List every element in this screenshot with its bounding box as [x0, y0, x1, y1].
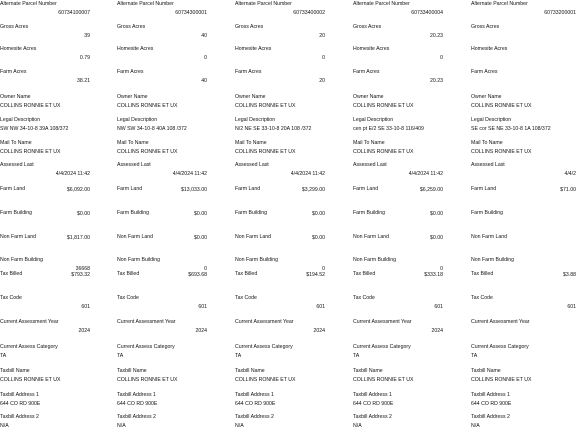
- field-value: SW NW 34-10-8 39A 108/372: [0, 126, 69, 132]
- field-value: cen pt E/2 SE 33-10-8 116/409: [353, 126, 424, 132]
- field-assess-year: [117, 320, 207, 336]
- field-label: Non Farm Building: [353, 257, 396, 263]
- field-label: Taxbill Address 2: [235, 414, 274, 420]
- field-taxbill-addr2: [353, 415, 443, 431]
- field-value: 2024: [431, 328, 443, 334]
- field-label: Farm Building: [353, 210, 386, 216]
- field-assess-year: [353, 320, 443, 336]
- field-assessed-last: [117, 163, 207, 179]
- field-taxbill-addr2: [0, 415, 90, 431]
- field-label: Owner Name: [353, 94, 384, 100]
- field-value: 0: [440, 266, 443, 272]
- field-farm-building: [117, 211, 207, 227]
- field-label: Farm Land: [471, 186, 497, 192]
- field-value: 60734100007: [58, 10, 90, 16]
- field-taxbill-addr2: [471, 415, 576, 431]
- field-value: 20: [319, 78, 325, 84]
- field-value: $194.52: [306, 272, 325, 278]
- field-value: 4/4/2: [564, 171, 576, 177]
- field-owner-name: [235, 95, 325, 111]
- field-value: TA: [0, 353, 7, 359]
- field-label: Tax Code: [471, 295, 493, 301]
- field-label: Farm Acres: [353, 69, 380, 75]
- field-farm-land: [0, 187, 90, 203]
- field-value: $6,259.00: [419, 187, 443, 193]
- field-value: COLLINS RONNIE ET UX: [117, 149, 178, 155]
- field-label: Taxbill Address 2: [353, 414, 392, 420]
- field-value: 4/4/2024 11:42: [290, 171, 325, 177]
- field-label: Taxbill Name: [471, 368, 501, 374]
- field-value: $71.00: [560, 187, 576, 193]
- field-assess-category: [0, 345, 90, 361]
- field-label: Farm Land: [235, 186, 261, 192]
- field-value: COLLINS RONNIE ET UX: [471, 377, 532, 383]
- field-label: Non Farm Land: [235, 234, 272, 240]
- field-alt-parcel: [235, 2, 325, 18]
- field-value: COLLINS RONNIE ET UX: [0, 103, 61, 109]
- field-value: 36668: [75, 266, 90, 272]
- field-label: Mail To Name: [235, 140, 267, 146]
- field-value: 0: [204, 266, 207, 272]
- field-assessed-last: [0, 163, 90, 179]
- field-value: COLLINS RONNIE ET UX: [117, 103, 178, 109]
- field-value: 38.21: [77, 78, 90, 84]
- field-value: SE cor SE NE 33-10-8 1A 108/372: [471, 126, 551, 132]
- field-label: Assessed Last: [353, 162, 387, 168]
- field-label: Taxbill Address 1: [353, 392, 392, 398]
- field-taxbill-addr2: [117, 415, 207, 431]
- field-label: Farm Building: [471, 210, 504, 216]
- field-taxbill-name: [353, 369, 443, 385]
- field-value: 601: [434, 304, 443, 310]
- field-legal-desc: [235, 118, 325, 134]
- field-label: Farm Land: [0, 186, 26, 192]
- field-non-farm-land: [353, 235, 443, 251]
- field-label: Farm Building: [117, 210, 150, 216]
- field-value: $0.00: [194, 211, 207, 217]
- field-tax-billed: [353, 272, 443, 288]
- field-alt-parcel: [0, 2, 90, 18]
- field-taxbill-addr1: [0, 393, 90, 409]
- field-label: Legal Description: [235, 117, 276, 123]
- field-owner-name: [117, 95, 207, 111]
- field-label: Legal Description: [117, 117, 158, 123]
- field-value: 20: [319, 33, 325, 39]
- field-value: $0.00: [312, 211, 325, 217]
- field-value: TA: [117, 353, 124, 359]
- field-label: Current Assess Category: [353, 344, 411, 350]
- field-farm-building: [0, 211, 90, 227]
- field-value: 60733400002: [293, 10, 325, 16]
- field-value: N/A: [0, 423, 9, 429]
- field-mail-to: [0, 141, 90, 157]
- field-label: Non Farm Building: [235, 257, 278, 263]
- field-assess-category: [471, 345, 576, 361]
- field-label: Non Farm Building: [471, 257, 514, 263]
- field-taxbill-name: [471, 369, 576, 385]
- field-value: 644 CO RD 900E: [471, 401, 512, 407]
- field-tax-code: [353, 296, 443, 312]
- field-mail-to: [117, 141, 207, 157]
- field-value: $0.00: [430, 235, 443, 241]
- field-value: TA: [471, 353, 478, 359]
- field-gross-acres: [353, 25, 443, 41]
- field-value: COLLINS RONNIE ET UX: [353, 149, 414, 155]
- field-label: Taxbill Address 2: [117, 414, 156, 420]
- field-label: Current Assessment Year: [471, 319, 530, 325]
- field-value: $1,817.00: [66, 235, 90, 241]
- field-value: 2024: [195, 328, 207, 334]
- field-label: Current Assess Category: [235, 344, 293, 350]
- parcel-record-column: [235, 0, 325, 432]
- field-value: 644 CO RD 900E: [117, 401, 158, 407]
- field-label: Gross Acres: [353, 24, 382, 30]
- field-taxbill-addr1: [353, 393, 443, 409]
- field-value: N/A: [235, 423, 244, 429]
- field-label: Legal Description: [471, 117, 512, 123]
- field-tax-code: [117, 296, 207, 312]
- field-alt-parcel: [117, 2, 207, 18]
- field-homesite-acres: [117, 47, 207, 63]
- field-value: COLLINS RONNIE ET UX: [117, 377, 178, 383]
- field-value: 60733200001: [544, 10, 576, 16]
- field-label: Farm Acres: [117, 69, 144, 75]
- field-value: COLLINS RONNIE ET UX: [0, 377, 61, 383]
- field-farm-acres: [0, 70, 90, 86]
- field-label: Current Assessment Year: [0, 319, 59, 325]
- field-value: N/2 NE SE 33-10-8 20A 108 /372: [235, 126, 312, 132]
- field-tax-code: [471, 296, 576, 312]
- field-non-farm-land: [117, 235, 207, 251]
- field-label: Farm Acres: [235, 69, 262, 75]
- field-label: Mail To Name: [353, 140, 385, 146]
- parcel-record-column: [117, 0, 207, 432]
- field-tax-code: [235, 296, 325, 312]
- field-label: Non Farm Building: [117, 257, 160, 263]
- field-label: Gross Acres: [471, 24, 500, 30]
- field-label: Farm Land: [117, 186, 143, 192]
- field-farm-land: [471, 187, 576, 203]
- field-non-farm-land: [0, 235, 90, 251]
- field-legal-desc: [353, 118, 443, 134]
- field-label: Homesite Acres: [471, 46, 508, 52]
- field-tax-billed: [235, 272, 325, 288]
- field-value: COLLINS RONNIE ET UX: [471, 149, 532, 155]
- field-label: Current Assessment Year: [117, 319, 176, 325]
- field-value: 0: [322, 55, 325, 61]
- field-value: 0: [204, 55, 207, 61]
- field-value: 0: [322, 266, 325, 272]
- field-value: N/A: [353, 423, 362, 429]
- field-taxbill-addr1: [471, 393, 576, 409]
- field-label: Legal Description: [353, 117, 394, 123]
- field-value: 601: [567, 304, 576, 310]
- field-gross-acres: [117, 25, 207, 41]
- field-label: Homesite Acres: [117, 46, 154, 52]
- field-owner-name: [0, 95, 90, 111]
- field-label: Owner Name: [235, 94, 266, 100]
- field-farm-land: [117, 187, 207, 203]
- field-value: 2024: [78, 328, 90, 334]
- field-label: Tax Code: [235, 295, 257, 301]
- field-taxbill-addr1: [235, 393, 325, 409]
- field-label: Taxbill Address 1: [0, 392, 39, 398]
- field-assess-category: [117, 345, 207, 361]
- field-gross-acres: [0, 25, 90, 41]
- field-label: Taxbill Name: [117, 368, 147, 374]
- field-farm-land: [353, 187, 443, 203]
- field-value: 40: [201, 78, 207, 84]
- field-owner-name: [353, 95, 443, 111]
- field-label: Current Assessment Year: [235, 319, 294, 325]
- field-value: 4/4/2024 11:42: [172, 171, 207, 177]
- field-tax-billed: [117, 272, 207, 288]
- field-label: Assessed Last: [0, 162, 34, 168]
- field-value: COLLINS RONNIE ET UX: [353, 377, 414, 383]
- field-assess-year: [235, 320, 325, 336]
- field-value: 644 CO RD 900E: [235, 401, 276, 407]
- field-value: $0.00: [77, 211, 90, 217]
- field-label: Alternate Parcel Number: [353, 1, 410, 7]
- field-label: Current Assess Category: [0, 344, 58, 350]
- field-taxbill-name: [0, 369, 90, 385]
- field-label: Taxbill Address 2: [471, 414, 510, 420]
- field-value: 20.23: [430, 33, 443, 39]
- field-label: Taxbill Name: [353, 368, 383, 374]
- field-value: 2024: [313, 328, 325, 334]
- field-taxbill-name: [117, 369, 207, 385]
- field-label: Assessed Last: [117, 162, 151, 168]
- field-label: Taxbill Address 1: [235, 392, 274, 398]
- field-label: Owner Name: [0, 94, 31, 100]
- field-label: Non Farm Land: [117, 234, 154, 240]
- field-label: Farm Acres: [471, 69, 498, 75]
- field-label: Tax Code: [353, 295, 375, 301]
- field-value: N/A: [471, 423, 480, 429]
- field-label: Farm Building: [235, 210, 268, 216]
- field-label: Farm Land: [353, 186, 379, 192]
- field-value: 39: [84, 33, 90, 39]
- field-taxbill-name: [235, 369, 325, 385]
- field-homesite-acres: [353, 47, 443, 63]
- field-value: 601: [316, 304, 325, 310]
- field-farm-building: [235, 211, 325, 227]
- field-label: Farm Acres: [0, 69, 27, 75]
- field-value: $693.68: [188, 272, 207, 278]
- field-label: Tax Billed: [117, 271, 140, 277]
- field-label: Mail To Name: [117, 140, 149, 146]
- field-label: Assessed Last: [235, 162, 269, 168]
- field-value: $0.00: [312, 235, 325, 241]
- field-legal-desc: [0, 118, 90, 134]
- field-label: Gross Acres: [235, 24, 264, 30]
- field-value: TA: [353, 353, 360, 359]
- field-value: $3.88: [563, 272, 576, 278]
- field-label: Taxbill Address 1: [117, 392, 156, 398]
- field-label: Alternate Parcel Number: [117, 1, 174, 7]
- field-label: Owner Name: [471, 94, 502, 100]
- field-tax-billed: [0, 272, 90, 288]
- parcel-record-column: [353, 0, 443, 432]
- field-mail-to: [235, 141, 325, 157]
- field-taxbill-addr2: [235, 415, 325, 431]
- field-label: Tax Billed: [471, 271, 494, 277]
- field-homesite-acres: [235, 47, 325, 63]
- field-tax-billed: [471, 272, 576, 288]
- field-value: 40: [201, 33, 207, 39]
- field-value: $0.00: [194, 235, 207, 241]
- field-label: Taxbill Address 2: [0, 414, 39, 420]
- field-value: 644 CO RD 900E: [0, 401, 41, 407]
- field-value: 4/4/2024 11:42: [408, 171, 443, 177]
- field-label: Alternate Parcel Number: [471, 1, 528, 7]
- parcel-record-column: [0, 0, 90, 432]
- field-legal-desc: [471, 118, 576, 134]
- field-label: Gross Acres: [0, 24, 29, 30]
- field-value: $793.32: [71, 272, 90, 278]
- field-non-farm-land: [471, 235, 576, 251]
- field-value: N/A: [117, 423, 126, 429]
- field-label: Taxbill Address 1: [471, 392, 510, 398]
- field-value: $333.18: [424, 272, 443, 278]
- field-taxbill-addr1: [117, 393, 207, 409]
- parcel-record-column: [471, 0, 576, 432]
- field-farm-acres: [471, 70, 576, 86]
- field-label: Tax Code: [0, 295, 22, 301]
- field-value: 601: [81, 304, 90, 310]
- field-owner-name: [471, 95, 576, 111]
- field-legal-desc: [117, 118, 207, 134]
- field-label: Owner Name: [117, 94, 148, 100]
- field-mail-to: [353, 141, 443, 157]
- field-gross-acres: [471, 25, 576, 41]
- field-label: Taxbill Name: [235, 368, 265, 374]
- field-value: COLLINS RONNIE ET UX: [235, 103, 296, 109]
- field-farm-acres: [353, 70, 443, 86]
- field-alt-parcel: [353, 2, 443, 18]
- field-assessed-last: [353, 163, 443, 179]
- field-farm-land: [235, 187, 325, 203]
- field-farm-building: [471, 211, 576, 227]
- field-value: $6,092.00: [66, 187, 90, 193]
- field-label: Homesite Acres: [353, 46, 390, 52]
- field-value: 601: [198, 304, 207, 310]
- field-tax-code: [0, 296, 90, 312]
- field-value: $0.00: [430, 211, 443, 217]
- field-label: Tax Billed: [353, 271, 376, 277]
- field-label: Assessed Last: [471, 162, 505, 168]
- field-label: Alternate Parcel Number: [235, 1, 292, 7]
- field-label: Mail To Name: [471, 140, 503, 146]
- field-value: NW SW 34-10-8 40A 108 /372: [117, 126, 187, 132]
- field-value: COLLINS RONNIE ET UX: [471, 103, 532, 109]
- field-value: 0.79: [79, 55, 90, 61]
- field-label: Non Farm Land: [0, 234, 37, 240]
- field-value: 0: [440, 55, 443, 61]
- field-mail-to: [471, 141, 576, 157]
- field-non-farm-land: [235, 235, 325, 251]
- field-label: Current Assess Category: [117, 344, 175, 350]
- field-label: Tax Billed: [235, 271, 258, 277]
- field-label: Taxbill Name: [0, 368, 30, 374]
- field-value: 60734300001: [175, 10, 207, 16]
- field-label: Farm Building: [0, 210, 33, 216]
- field-label: Homesite Acres: [235, 46, 272, 52]
- field-label: Non Farm Building: [0, 257, 43, 263]
- field-homesite-acres: [471, 47, 576, 63]
- field-value: $3,299.00: [301, 187, 325, 193]
- field-value: 60733400004: [411, 10, 443, 16]
- field-value: COLLINS RONNIE ET UX: [0, 149, 61, 155]
- field-farm-acres: [117, 70, 207, 86]
- field-value: COLLINS RONNIE ET UX: [235, 149, 296, 155]
- field-homesite-acres: [0, 47, 90, 63]
- field-assess-category: [235, 345, 325, 361]
- field-assess-category: [353, 345, 443, 361]
- field-label: Current Assessment Year: [353, 319, 412, 325]
- field-gross-acres: [235, 25, 325, 41]
- field-farm-building: [353, 211, 443, 227]
- field-value: 4/4/2024 11:42: [55, 171, 90, 177]
- field-assess-year: [0, 320, 90, 336]
- field-label: Non Farm Land: [471, 234, 508, 240]
- field-label: Alternate Parcel Number: [0, 1, 57, 7]
- field-assessed-last: [235, 163, 325, 179]
- field-value: 20.23: [430, 78, 443, 84]
- field-farm-acres: [235, 70, 325, 86]
- field-value: COLLINS RONNIE ET UX: [235, 377, 296, 383]
- field-label: Homesite Acres: [0, 46, 37, 52]
- field-value: 644 CO RD 900E: [353, 401, 394, 407]
- field-label: Non Farm Land: [353, 234, 390, 240]
- field-label: Gross Acres: [117, 24, 146, 30]
- field-assess-year: [471, 320, 576, 336]
- field-value: COLLINS RONNIE ET UX: [353, 103, 414, 109]
- field-label: Tax Billed: [0, 271, 23, 277]
- field-label: Mail To Name: [0, 140, 32, 146]
- field-label: Legal Description: [0, 117, 41, 123]
- field-label: Tax Code: [117, 295, 139, 301]
- field-value: $13,033.00: [181, 187, 207, 193]
- field-assessed-last: [471, 163, 576, 179]
- field-value: TA: [235, 353, 242, 359]
- field-label: Current Assess Category: [471, 344, 529, 350]
- field-alt-parcel: [471, 2, 576, 18]
